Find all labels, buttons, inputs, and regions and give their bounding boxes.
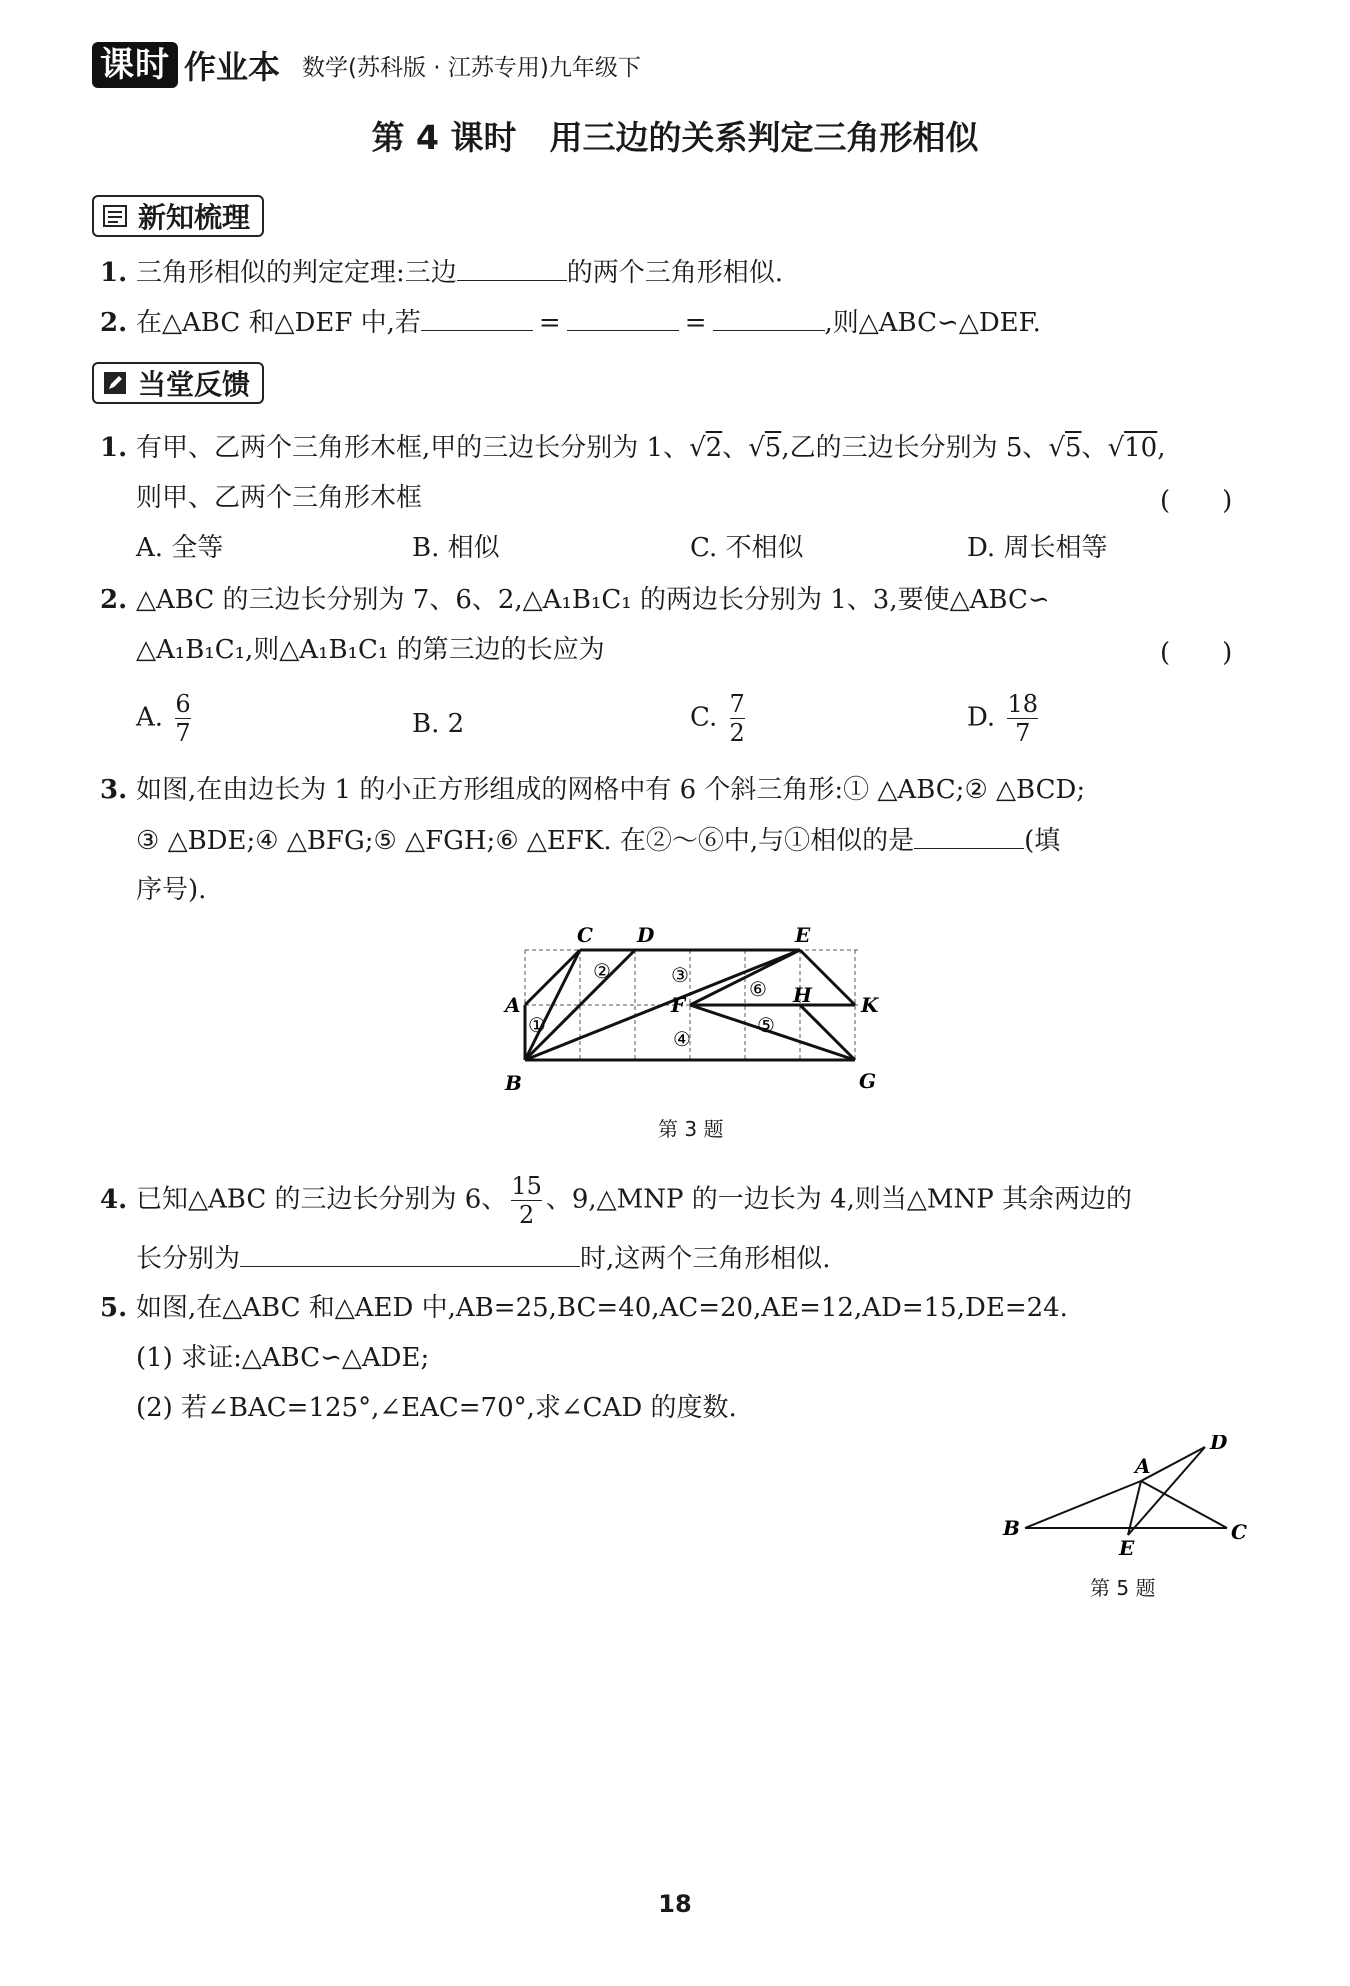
figure-5-caption: 第 5 题 [1090,1576,1156,1600]
question-text: 的两个三角形相似. [566,258,784,288]
option-b[interactable]: B. 2 [412,709,465,739]
label-d: D [1210,1435,1228,1454]
option-c[interactable] [690,690,749,747]
numerator: 18 [1007,690,1038,718]
feedback-q3-line1 [100,772,1085,808]
answer-blank[interactable] [567,304,679,331]
label-h: H [793,983,812,1007]
figure-3-caption: 第 3 题 [658,1117,724,1141]
page-number: 18 [658,1890,692,1918]
label-b: B [505,1071,522,1095]
equals-sign: = [538,308,561,338]
feedback-q1-line1: 1. 有甲、乙两个三角形木框,甲的三边长分别为 1、√2、√5,乙的三边长分别为 5、√5、√10, [100,430,1166,466]
label-d: D [637,923,655,947]
feedback-q5-line1 [100,1290,1068,1326]
fraction [175,690,190,747]
knowledge-q1 [100,254,783,291]
option-c[interactable]: C. 不相似 [690,533,804,563]
answer-blank[interactable] [457,254,567,281]
question-text: 、9,△MNP 的一边长为 4,则当△MNP 其余两边的 [545,1184,1133,1215]
figure-5-triangles [995,1435,1255,1555]
section-feedback [92,362,264,404]
radicand: 10 [1124,433,1158,463]
numerator: 7 [729,690,745,718]
denominator: 7 [175,719,191,747]
label-a: A [1135,1454,1151,1478]
fraction [1007,690,1038,747]
denominator: 2 [729,719,745,747]
feedback-q5-part2: (2) 若∠BAC=125°,∠EAC=70°,求∠CAD 的度数. [136,1393,737,1423]
feedback-q1-line2: 则甲、乙两个三角形木框 [136,483,423,513]
question-number: 4. [100,1184,128,1215]
answer-blank[interactable] [914,822,1024,849]
separator: 、 [722,433,749,463]
question-text: 有甲、乙两个三角形木框,甲的三边长分别为 1、 [136,433,690,463]
brand-logo: 课时 [92,42,178,88]
triangle-4-marker: ④ [673,1027,691,1051]
feedback-q4-line2 [136,1240,831,1277]
answer-paren[interactable]: ( ) [1160,486,1233,516]
option-letter: A. [136,702,164,733]
lesson-title: 第 4 课时 用三边的关系判定三角形相似 [371,118,979,157]
denominator: 7 [1015,719,1031,747]
label-k: K [861,993,879,1017]
question-text: , [1157,433,1166,463]
question-text: 时,这两个三角形相似. [580,1244,831,1274]
question-text: 三角形相似的判定定理:三边 [136,258,457,288]
question-text: 在△ABC 和△DEF 中,若 [136,308,421,338]
question-number: 5. [100,1293,128,1323]
question-text: ,乙的三边长分别为 5、 [781,433,1049,463]
separator: 、 [1081,433,1108,463]
question-number: 1. [100,258,128,288]
feedback-q2-line1 [100,582,1050,618]
question-text: ,则△ABC∽△DEF. [824,308,1041,338]
label-c: C [577,923,593,947]
radicand: 5 [1065,433,1082,463]
pencil-icon [102,370,128,396]
feedback-q4-line1 [100,1172,1132,1229]
question-text: 已知△ABC 的三边长分别为 6、 [136,1184,508,1215]
feedback-q5-part1: (1) 求证:△ABC∽△ADE; [136,1343,430,1373]
feedback-q3-line3: 序号). [136,875,207,905]
question-text: ③ △BDE;④ △BFG;⑤ △FGH;⑥ △EFK. 在②～⑥中,与①相似的是 [136,826,915,856]
option-d[interactable] [967,690,1042,747]
question-text: 如图,在△ABC 和△AED 中,AB=25,BC=40,AC=20,AE=12,AD=15,DE=24. [136,1293,1068,1323]
question-number: 2. [100,585,128,615]
answer-paren[interactable]: ( ) [1160,638,1233,668]
numerator: 6 [175,690,191,718]
option-letter: C. [690,702,718,733]
triangle-1-marker: ① [528,1013,546,1037]
question-number: 1. [100,433,128,463]
question-text: 如图,在由边长为 1 的小正方形组成的网格中有 6 个斜三角形:① △ABC;② △BCD; [136,775,1086,805]
question-text: △ABC 的三边长分别为 7、6、2,△A₁B₁C₁ 的两边长分别为 1、3,要使△ABC∽ [136,585,1050,615]
question-text: 长分别为 [136,1244,241,1274]
label-c: C [1231,1520,1247,1544]
feedback-q2-line2: △A₁B₁C₁,则△A₁B₁C₁ 的第三边的长应为 [136,635,605,665]
label-g: G [859,1069,877,1093]
label-b: B [1003,1516,1020,1540]
triangle-3-marker: ③ [671,963,689,987]
option-letter: D. [967,702,996,733]
option-a[interactable]: A. 全等 [136,533,224,563]
knowledge-q2 [100,304,1041,341]
radicand: 5 [764,433,782,463]
radicand: 2 [705,433,723,463]
label-e: E [1119,1536,1135,1555]
brand-name: 作业本 [184,48,281,86]
question-text: (填 [1024,826,1061,856]
feedback-q3-line2 [136,822,1060,859]
label-e: E [795,923,811,947]
subject-info: 数学(苏科版 · 江苏专用)九年级下 [302,54,641,81]
triangle-2-marker: ② [593,959,611,983]
triangle-5-marker: ⑤ [757,1013,775,1037]
header-brand [92,40,641,90]
answer-blank[interactable] [421,304,533,331]
denominator: 2 [518,1201,535,1229]
question-number: 2. [100,308,128,338]
option-b[interactable]: B. 相似 [412,533,500,563]
figure-3-grid [495,920,895,1110]
section-knowledge [92,195,264,237]
equals-sign: = [684,308,707,338]
question-number: 3. [100,775,128,805]
option-d[interactable]: D. 周长相等 [967,533,1108,563]
triangle-6-marker: ⑥ [749,977,767,1001]
option-a[interactable] [136,690,195,747]
label-a: A [505,993,521,1017]
numerator: 15 [511,1172,542,1200]
label-f: F [671,993,686,1017]
section-feedback-label: 当堂反馈 [138,368,251,401]
section-knowledge-label: 新知梳理 [138,201,251,234]
book-icon [102,203,128,229]
fraction [511,1172,542,1229]
fraction [730,690,745,747]
answer-blank[interactable] [713,304,825,331]
answer-blank[interactable] [240,1240,580,1267]
